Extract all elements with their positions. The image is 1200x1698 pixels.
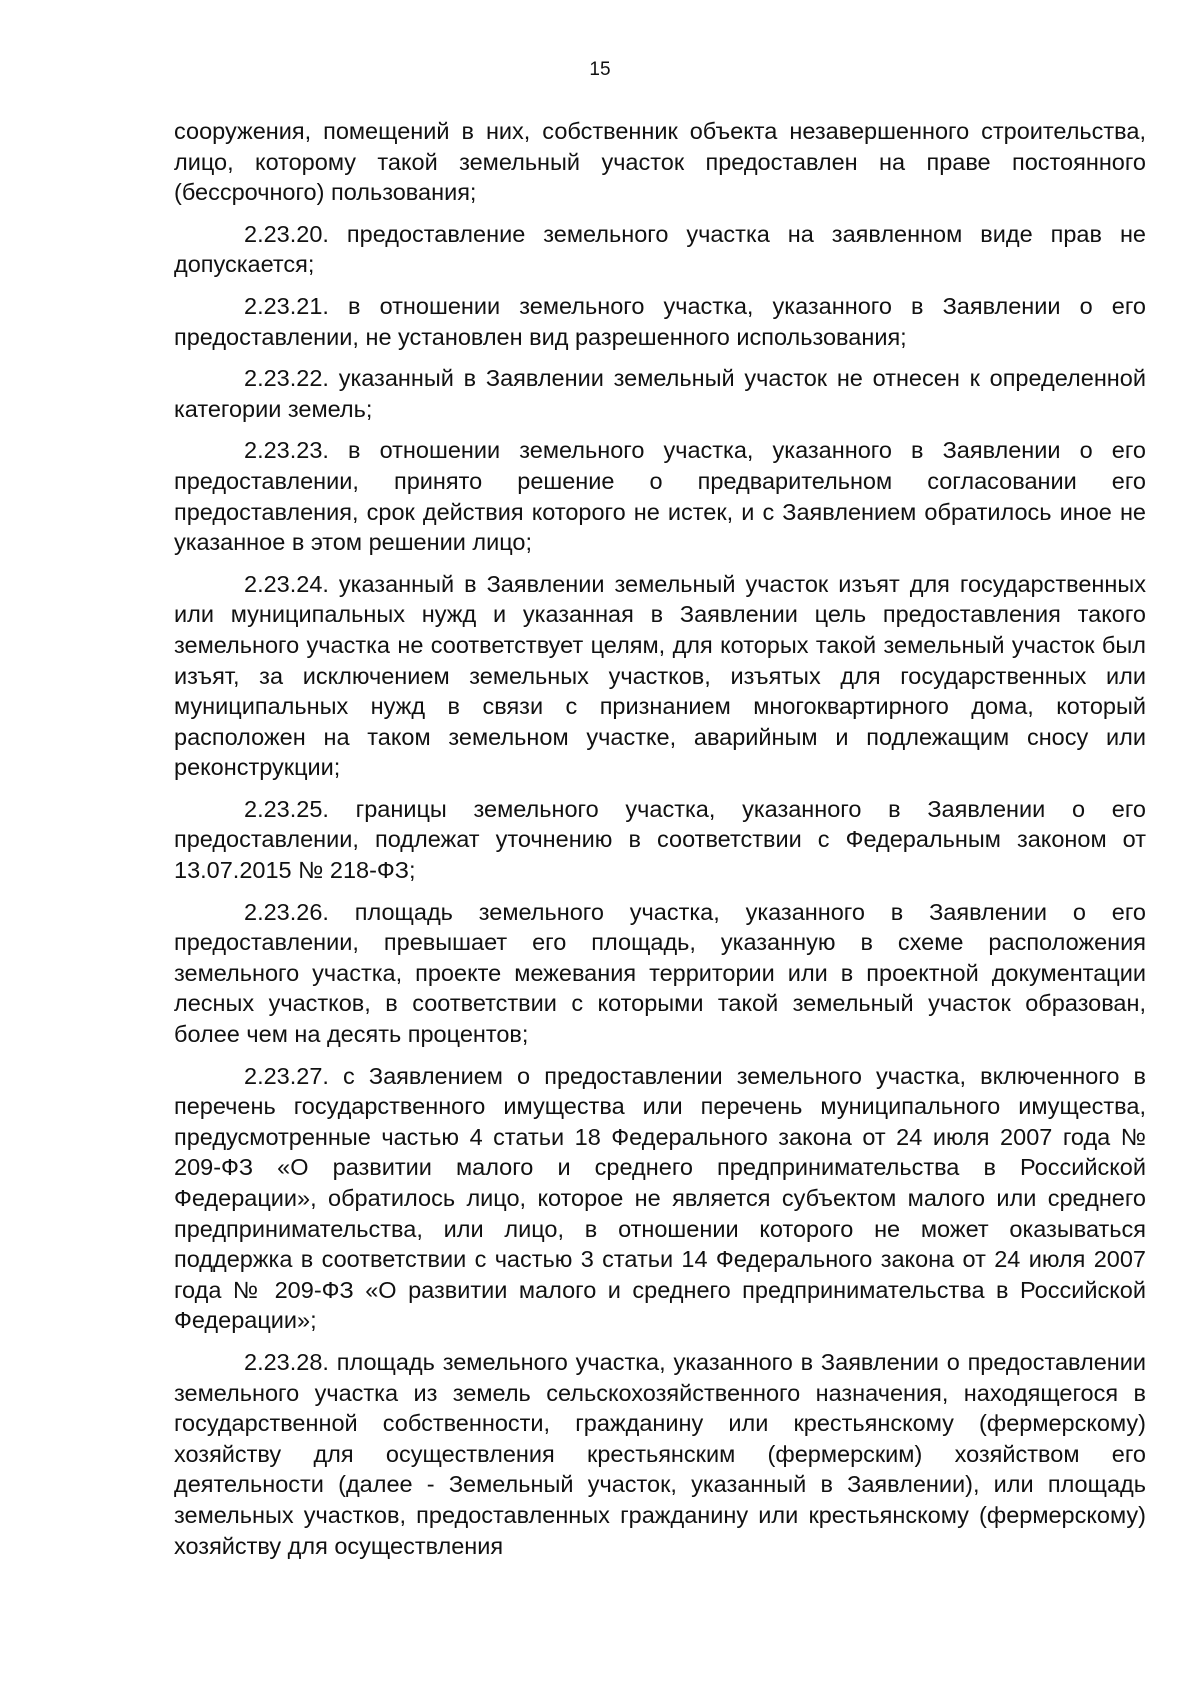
paragraph-2-23-22: 2.23.22. указанный в Заявлении земельный участок не отнесен к определенной категории земель; [174,365,1146,422]
paragraph-2-23-24: 2.23.24. указанный в Заявлении земельный участок изъят для государственных или муниципальных нужд и указанная в Заявлении цель предоставления такого земельного участка не соответствует целям, для которых такой земельный участок был изъят, за исключением земельных участков, изъятых для государственных или муниципальных нужд в связи с признанием многоквартирного дома, который расположен на таком земельном участке, аварийным и подлежащим сносу или реконструкции; [174,570,1146,781]
paragraph-2-23-27: 2.23.27. с Заявлением о предоставлении земельного участка, включенного в перечень государственного имущества или перечень муниципального имущества, предусмотренные частью 4 статьи 18 Федерального закона от 24 июля 2007 года № 209-ФЗ «О развитии малого и среднего предпринимательства в Российской Федерации», обратилось лицо, которое не является субъектом малого или среднего предпринимательства, или лицо, в отношении которого не может оказываться поддержка в соответствии с частью 3 статьи 14 Федерального закона от 24 июля 2007 года № 209-ФЗ «О развитии малого и среднего предпринимательства в Российской Федерации»; [174,1062,1146,1334]
page-number: 15 [589,59,611,80]
paragraph-2-23-28: 2.23.28. площадь земельного участка, указанного в Заявлении о предоставлении земельного участка из земель сельскохозяйственного назначения, находящегося в государственной собственности, гражданину или крестьянскому (фермерскому) хозяйству для осуществления крестьянским (фермерским) хозяйством его деятельности (далее - Земельный участок, указанный в Заявлении), или площадь земельных участков, предоставленных гражданину или крестьянскому (фермерскому) хозяйству для осуществления [174,1348,1146,1559]
document-body [174,116,1146,1572]
paragraph-2-23-26: 2.23.26. площадь земельного участка, указанного в Заявлении о его предоставлении, превышает его площадь, указанную в схеме расположения земельного участка, проекте межевания территории или в проектной документации лесных участков, в соответствии с которыми такой земельный участок образован, более чем на десять процентов; [174,898,1146,1048]
paragraph-continuation: сооружения, помещений в них, собственник объекта незавершенного строительства, лицо, которому такой земельный участок предоставлен на праве постоянного (бессрочного) пользования; [174,118,1146,206]
paragraph-2-23-21: 2.23.21. в отношении земельного участка, указанного в Заявлении о его предоставлении, не установлен вид разрешенного использования; [174,292,1146,350]
paragraph-2-23-20: 2.23.20. предоставление земельного участка на заявленном виде прав не допускается; [174,220,1146,278]
paragraph-2-23-23: 2.23.23. в отношении земельного участка, указанного в Заявлении о его предоставлении, принято решение о предварительном согласовании его предоставления, срок действия которого не истек, и с Заявлением обратилось иное не указанное в этом решении лицо; [174,437,1146,556]
paragraph-2-23-25: 2.23.25. границы земельного участка, указанного в Заявлении о его предоставлении, подлежат уточнению в соответствии с Федеральным законом от 13.07.2015 № 218-ФЗ; [174,795,1146,884]
